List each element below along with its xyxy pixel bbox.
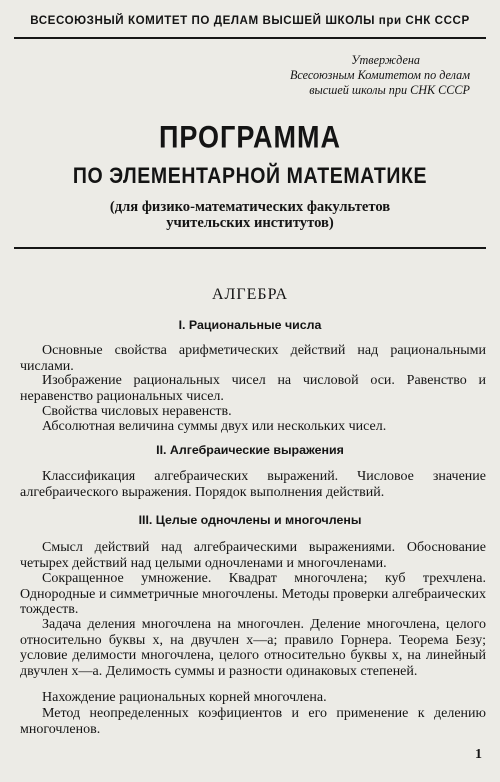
paragraph: Смысл действий над алгебраическими выражениями. Обоснование четырех действий над целыми одночленами и многочленами.	[20, 540, 486, 571]
paragraph: Нахождение рациональных корней многочлена.	[42, 690, 327, 705]
approval-line-2: Всесоюзным Комитетом по делам	[289, 68, 470, 82]
document-subtitle	[0, 199, 500, 231]
chapter-heading: III. Целые одночлены и многочлены	[138, 513, 362, 527]
paragraph: Изображение рациональных чисел на числовой оси. Равенство и неравенство рациональных чисел.	[20, 373, 486, 404]
document-title: ПРОГРАММА	[159, 119, 341, 155]
subtitle-line-2: учительских институтов)	[166, 215, 334, 231]
approval-stamp	[230, 53, 470, 98]
chapter-heading: II. Алгебраические выражения	[156, 443, 344, 457]
section-title: АЛГЕБРА	[211, 286, 289, 303]
document-title-line-2: ПО ЭЛЕМЕНТАРНОЙ МАТЕМАТИКЕ	[72, 163, 428, 189]
approval-line-1: Утверждена	[351, 53, 420, 67]
page-number: 1	[475, 747, 482, 762]
approval-line-3: высшей школы при СНК СССР	[309, 83, 470, 97]
paragraph: Задача деления многочлена на многочлен. Деление многочлена, целого относительно буквы x, на двучлен x—a; правило Горнера. Теорема Безу; условие делимости многочлена, целого относительно буквы x, на линейный двучлен x—a. Делимость суммы и разности одинаковых степеней.	[20, 617, 486, 679]
paragraph: Абсолютная величина суммы двух или нескольких чисел.	[42, 419, 387, 434]
title-rule	[14, 247, 486, 249]
paragraph: Основные свойства арифметических действий над рациональными числами.	[20, 343, 486, 374]
paragraph: Свойства числовых неравенств.	[42, 404, 232, 419]
chapter-heading: I. Рациональные числа	[178, 318, 322, 332]
paragraph: Сокращенное умножение. Квадрат многочлена; куб трехчлена. Однородные и симметричные многочлены. Методы проверки алгебраических тождеств.	[20, 571, 486, 618]
header-rule	[14, 37, 486, 39]
subtitle-line-1: (для физико-математических факультетов	[109, 199, 391, 215]
paragraph: Метод неопределенных коэфициентов и его применение к делению многочленов.	[20, 706, 486, 737]
committee-header: ВСЕСОЮЗНЫЙ КОМИТЕТ ПО ДЕЛАМ ВЫСШЕЙ ШКОЛЫ при СНК СССР	[30, 14, 470, 27]
paragraph: Классификация алгебраических выражений. Числовое значение алгебраического выражения. Порядок выполнения действий.	[20, 469, 486, 500]
